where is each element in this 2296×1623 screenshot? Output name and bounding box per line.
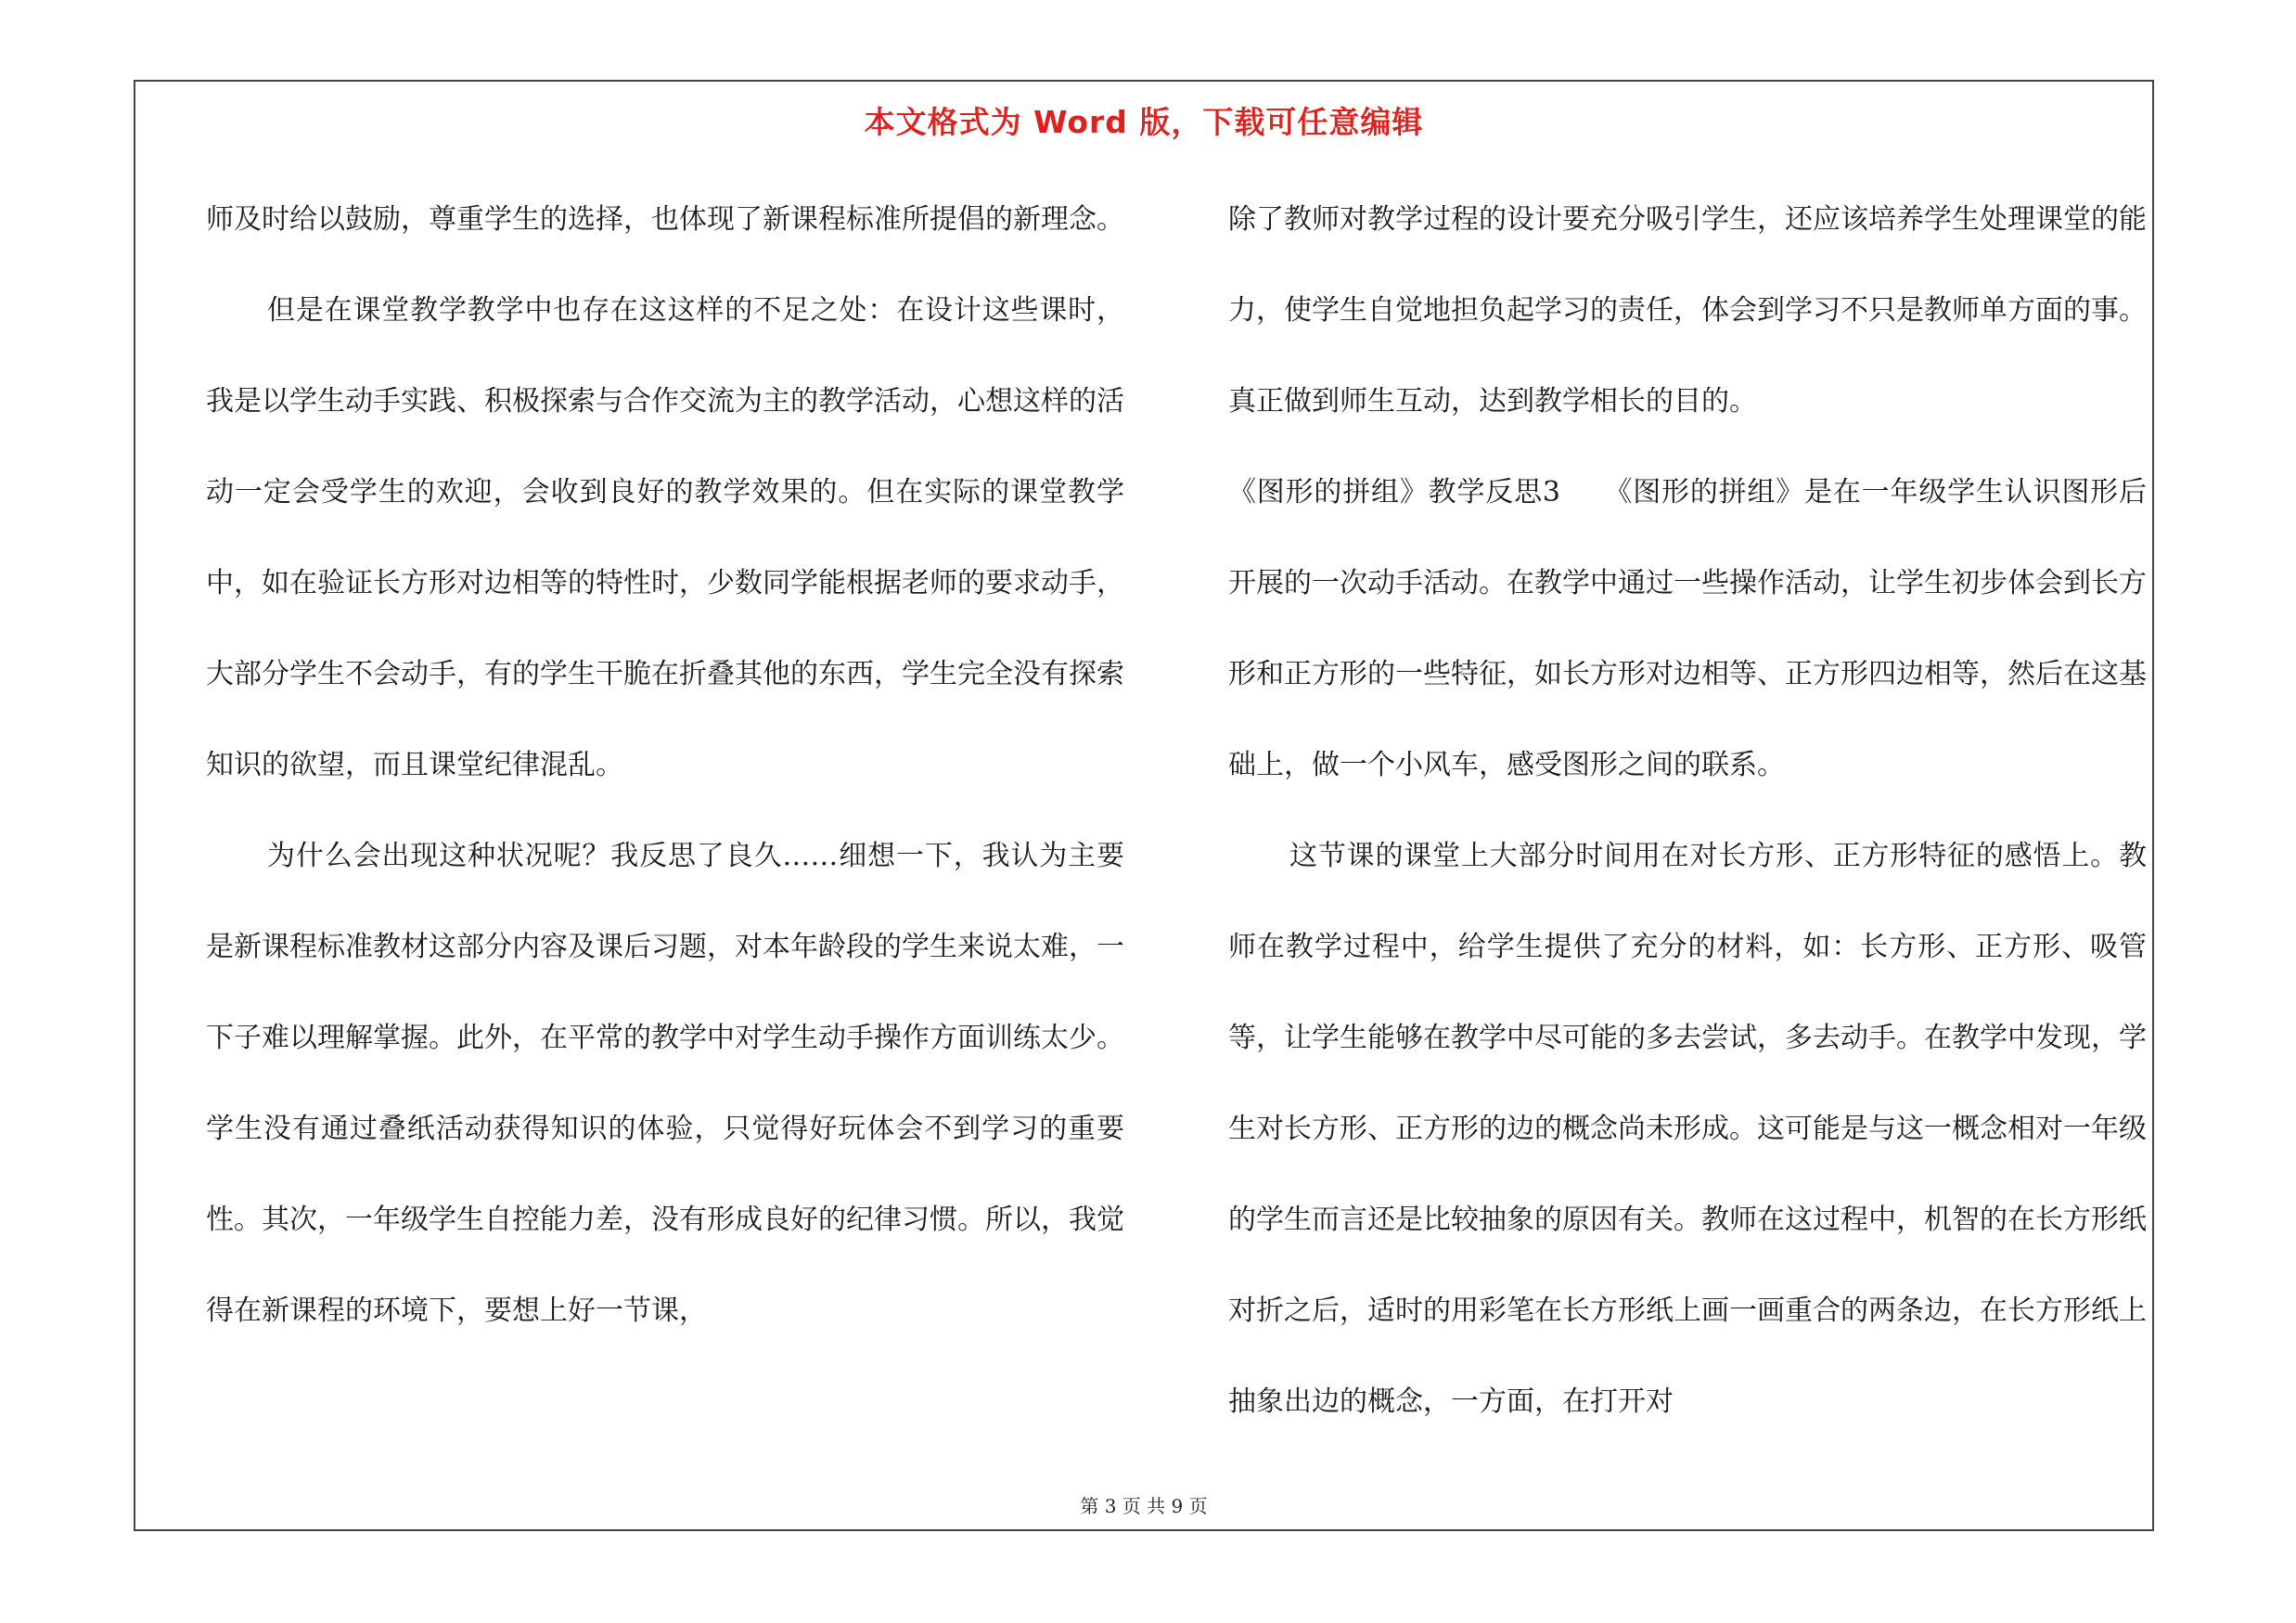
page-frame: [134, 80, 2154, 1531]
paragraph: 为什么会出现这种状况呢？我反思了良久……细想一下，我认为主要是新课程标准教材这部分内容及课后习题，对本年龄段的学生来说太难，一下子难以理解掌握。此外，在平常的教学中对学生动手操作方面训练太少。学生没有通过叠纸活动获得知识的体验，只觉得好玩体会不到学习的重要性。其次，一年级学生自控能力差，没有形成良好的纪律习惯。所以，我觉得在新课程的环境下，要想上好一节课，: [206, 840, 1124, 1327]
section-heading-paragraph: 《图形的拼组》教学反思3 《图形的拼组》是在一年级学生认识图形后开展的一次动手活动。在教学中通过一些操作活动，让学生初步体会到长方形和正方形的一些特征，如长方形对边相等、正方形四边相等，然后在这基础上，做一个小风车，感受图形之间的联系。: [1228, 476, 2147, 781]
paragraph: 师及时给以鼓励，尊重学生的选择，也体现了新课程标准所提倡的新理念。: [206, 203, 1124, 236]
left-text-column: [206, 174, 1124, 1357]
right-text-column: [1228, 174, 2147, 1448]
paragraph: 但是在课堂教学教学中也存在这这样的不足之处：在设计这些课时，我是以学生动手实践、积极探索与合作交流为主的教学活动，心想这样的活动一定会受学生的欢迎，会收到良好的教学效果的。但在实际的课堂教学中，如在验证长方形对边相等的特性时，少数同学能根据老师的要求动手，大部分学生不会动手，有的学生干脆在折叠其他的东西，学生完全没有探索知识的欲望，而且课堂纪律混乱。: [206, 294, 1124, 781]
paragraph: 这节课的课堂上大部分时间用在对长方形、正方形特征的感悟上。教师在教学过程中，给学生提供了充分的材料，如：长方形、正方形、吸管等，让学生能够在教学中尽可能的多去尝试，多去动手。在教学中发现，学生对长方形、正方形的边的概念尚未形成。这可能是与这一概念相对一年级的学生而言还是比较抽象的原因有关。教师在这过程中，机智的在长方形纸对折之后，适时的用彩笔在长方形纸上画一画重合的两条边，在长方形纸上抽象出边的概念，一方面，在打开对: [1228, 840, 2147, 1418]
page-number-footer: 第 3 页 共 9 页: [1080, 1495, 1208, 1517]
paragraph: 除了教师对教学过程的设计要充分吸引学生，还应该培养学生处理课堂的能力，使学生自觉地担负起学习的责任，体会到学习不只是教师单方面的事。真正做到师生互动，达到教学相长的目的。: [1228, 203, 2147, 418]
document-banner: 本文格式为 Word 版，下载可任意编辑: [864, 104, 1424, 140]
